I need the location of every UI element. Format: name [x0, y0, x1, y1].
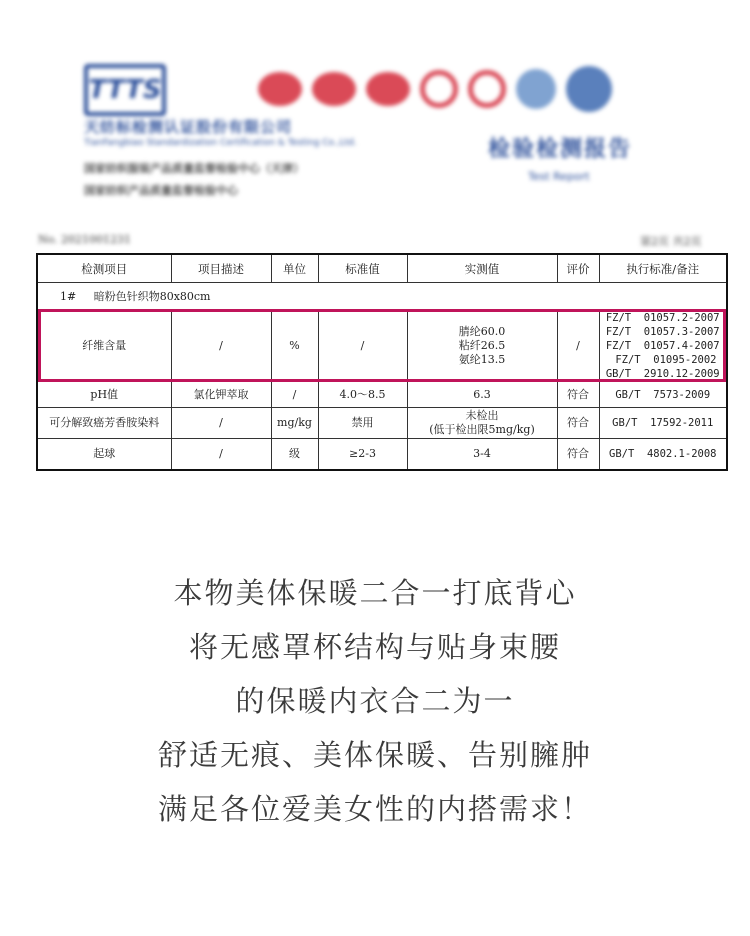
standard-code: GB/T 17592-2011 — [599, 408, 727, 439]
standard-code: GB/T 4802.1-2008 — [599, 439, 727, 471]
accreditation-mark-icon — [312, 72, 356, 106]
promo-line: 本物美体保暖二合一打底背心 — [173, 576, 577, 610]
unit: / — [271, 382, 318, 408]
center-name-1: 国家纺织服装产品质量监督检验中心（天津） — [84, 162, 304, 175]
cnas-mark-icon — [566, 66, 612, 112]
column-header: 评价 — [557, 254, 599, 283]
column-header: 执行标准/备注 — [599, 254, 727, 283]
sample-label: 1# 暗粉色针织物80x80cm — [37, 283, 727, 311]
standard-value: ≥2-3 — [318, 439, 407, 471]
standard-value: 禁用 — [318, 408, 407, 439]
table-row — [37, 382, 727, 408]
promo-line: 的保暖内衣合二为一 — [235, 684, 515, 718]
sample-row — [37, 283, 727, 311]
item-description: / — [171, 311, 271, 382]
inspection-seal-icon — [468, 70, 506, 108]
evaluation: 符合 — [557, 439, 599, 471]
test-item: 纤维含量 — [37, 311, 171, 382]
measured-value — [407, 408, 557, 439]
execution-standards — [599, 311, 727, 382]
item-description: / — [171, 439, 271, 471]
product-description — [0, 566, 750, 836]
standard-value: / — [318, 311, 407, 382]
company-logo: TTTS — [84, 64, 166, 116]
page-number: 第2页 共2页 — [640, 235, 702, 248]
measured-line: 粘纤26.5 — [458, 339, 506, 352]
evaluation: 符合 — [557, 382, 599, 408]
center-name-2: 国家纺织产品质量监督检验中心 — [84, 184, 238, 197]
report-title-en: Test Report — [528, 170, 590, 183]
standard-code: GB/T 7573-2009 — [599, 382, 727, 408]
column-header: 检测项目 — [37, 254, 171, 283]
unit: mg/kg — [271, 408, 318, 439]
table-row — [37, 311, 727, 382]
ilac-mark-icon — [516, 69, 556, 109]
measured-value — [407, 311, 557, 382]
table-row — [37, 439, 727, 471]
report-header — [0, 0, 750, 250]
promo-line: 舒适无痕、美体保暖、告别臃肿 — [157, 738, 592, 772]
measured-line: 氨纶13.5 — [458, 353, 506, 366]
company-name: 天纺标检测认证股份有限公司 — [84, 118, 293, 136]
report-number: No. 2021001231 — [38, 233, 132, 246]
measured-line: (低于检出限5mg/kg) — [429, 423, 535, 436]
accreditation-marks — [258, 66, 612, 112]
evaluation: / — [557, 311, 599, 382]
measured-line: 未检出 — [465, 409, 499, 422]
test-item: pH值 — [37, 382, 171, 408]
item-description: 氯化钾萃取 — [171, 382, 271, 408]
standard-code: FZ/T 01095-2002 — [609, 354, 717, 366]
standard-code: FZ/T 01057.4-2007 — [605, 340, 720, 352]
standard-code: GB/T 2910.12-2009 — [605, 368, 720, 380]
accreditation-mark-icon — [366, 72, 410, 106]
item-description: / — [171, 408, 271, 439]
measured-value: 6.3 — [407, 382, 557, 408]
column-header: 标准值 — [318, 254, 407, 283]
measured-value: 3-4 — [407, 439, 557, 471]
unit: % — [271, 311, 318, 382]
test-results-table — [36, 253, 728, 471]
table-header-row — [37, 254, 727, 283]
report-title: 检验检测报告 — [488, 137, 633, 162]
column-header: 单位 — [271, 254, 318, 283]
company-english-name: TianFangbiao Standardization Certification & Testing Co.,Ltd. — [84, 138, 357, 148]
standard-value: 4.0～8.5 — [318, 382, 407, 408]
standard-code: FZ/T 01057.3-2007 — [605, 326, 720, 338]
standard-code: FZ/T 01057.2-2007 — [605, 312, 720, 324]
promo-line: 满足各位爱美女性的内搭需求！ — [157, 792, 592, 826]
evaluation: 符合 — [557, 408, 599, 439]
measured-line: 腈纶60.0 — [458, 325, 506, 338]
unit: 级 — [271, 439, 318, 471]
table-row — [37, 408, 727, 439]
column-header: 实测值 — [407, 254, 557, 283]
promo-line: 将无感罩杯结构与贴身束腰 — [188, 630, 561, 664]
test-item: 起球 — [37, 439, 171, 471]
column-header: 项目描述 — [171, 254, 271, 283]
inspection-seal-icon — [420, 70, 458, 108]
test-item: 可分解致癌芳香胺染料 — [37, 408, 171, 439]
accreditation-mark-icon — [258, 72, 302, 106]
